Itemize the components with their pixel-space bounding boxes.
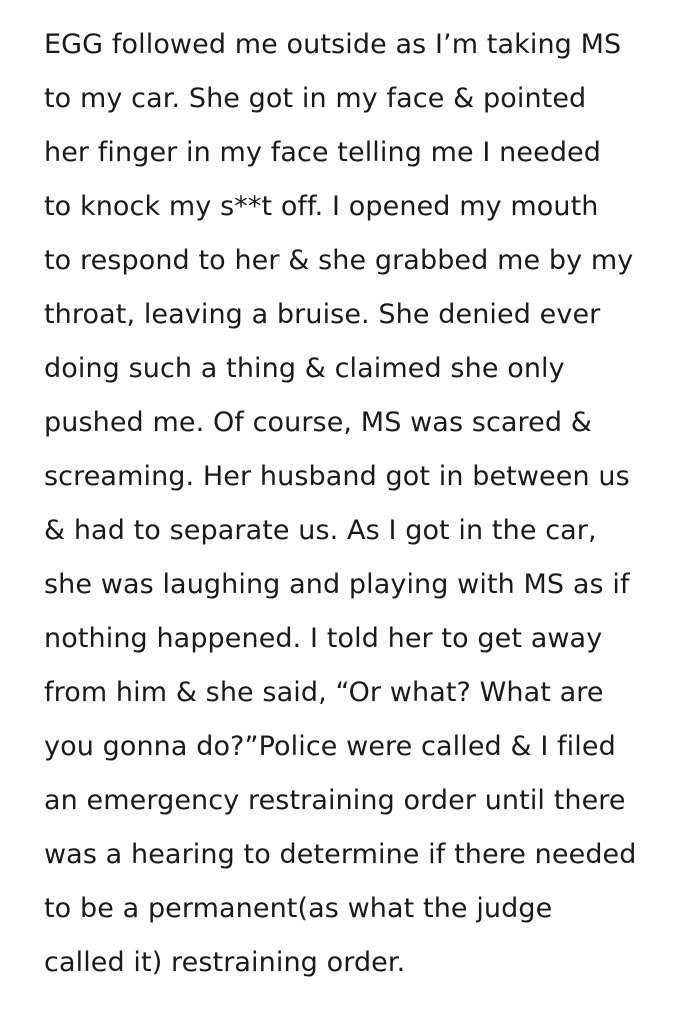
story-line: EGG followed me outside as I’m taking MS bbox=[44, 29, 622, 60]
story-line: & had to separate us. As I got in the car, bbox=[44, 515, 597, 546]
story-line: doing such a thing & claimed she only bbox=[44, 353, 565, 384]
story-line: you gonna do?”Police were called & I filed bbox=[44, 731, 616, 762]
story-text bbox=[44, 18, 684, 990]
story-line: from him & she said, “Or what? What are bbox=[44, 677, 604, 708]
story-line: her finger in my face telling me I needed bbox=[44, 137, 602, 168]
story-line: throat, leaving a bruise. She denied ever bbox=[44, 299, 601, 330]
story-line: pushed me. Of course, MS was scared & bbox=[44, 407, 592, 438]
story-line: to my car. She got in my face & pointed bbox=[44, 83, 587, 114]
story-line: was a hearing to determine if there needed bbox=[44, 839, 637, 870]
story-line: to respond to her & she grabbed me by my bbox=[44, 245, 634, 276]
story-line: an emergency restraining order until there bbox=[44, 785, 626, 816]
story-line: nothing happened. I told her to get away bbox=[44, 623, 603, 654]
story-line: she was laughing and playing with MS as if bbox=[44, 569, 630, 600]
story-line: to knock my s**t off. I opened my mouth bbox=[44, 191, 599, 222]
story-line: to be a permanent(as what the judge bbox=[44, 893, 553, 924]
story-line: called it) restraining order. bbox=[44, 947, 406, 978]
story-line: screaming. Her husband got in between us bbox=[44, 461, 630, 492]
